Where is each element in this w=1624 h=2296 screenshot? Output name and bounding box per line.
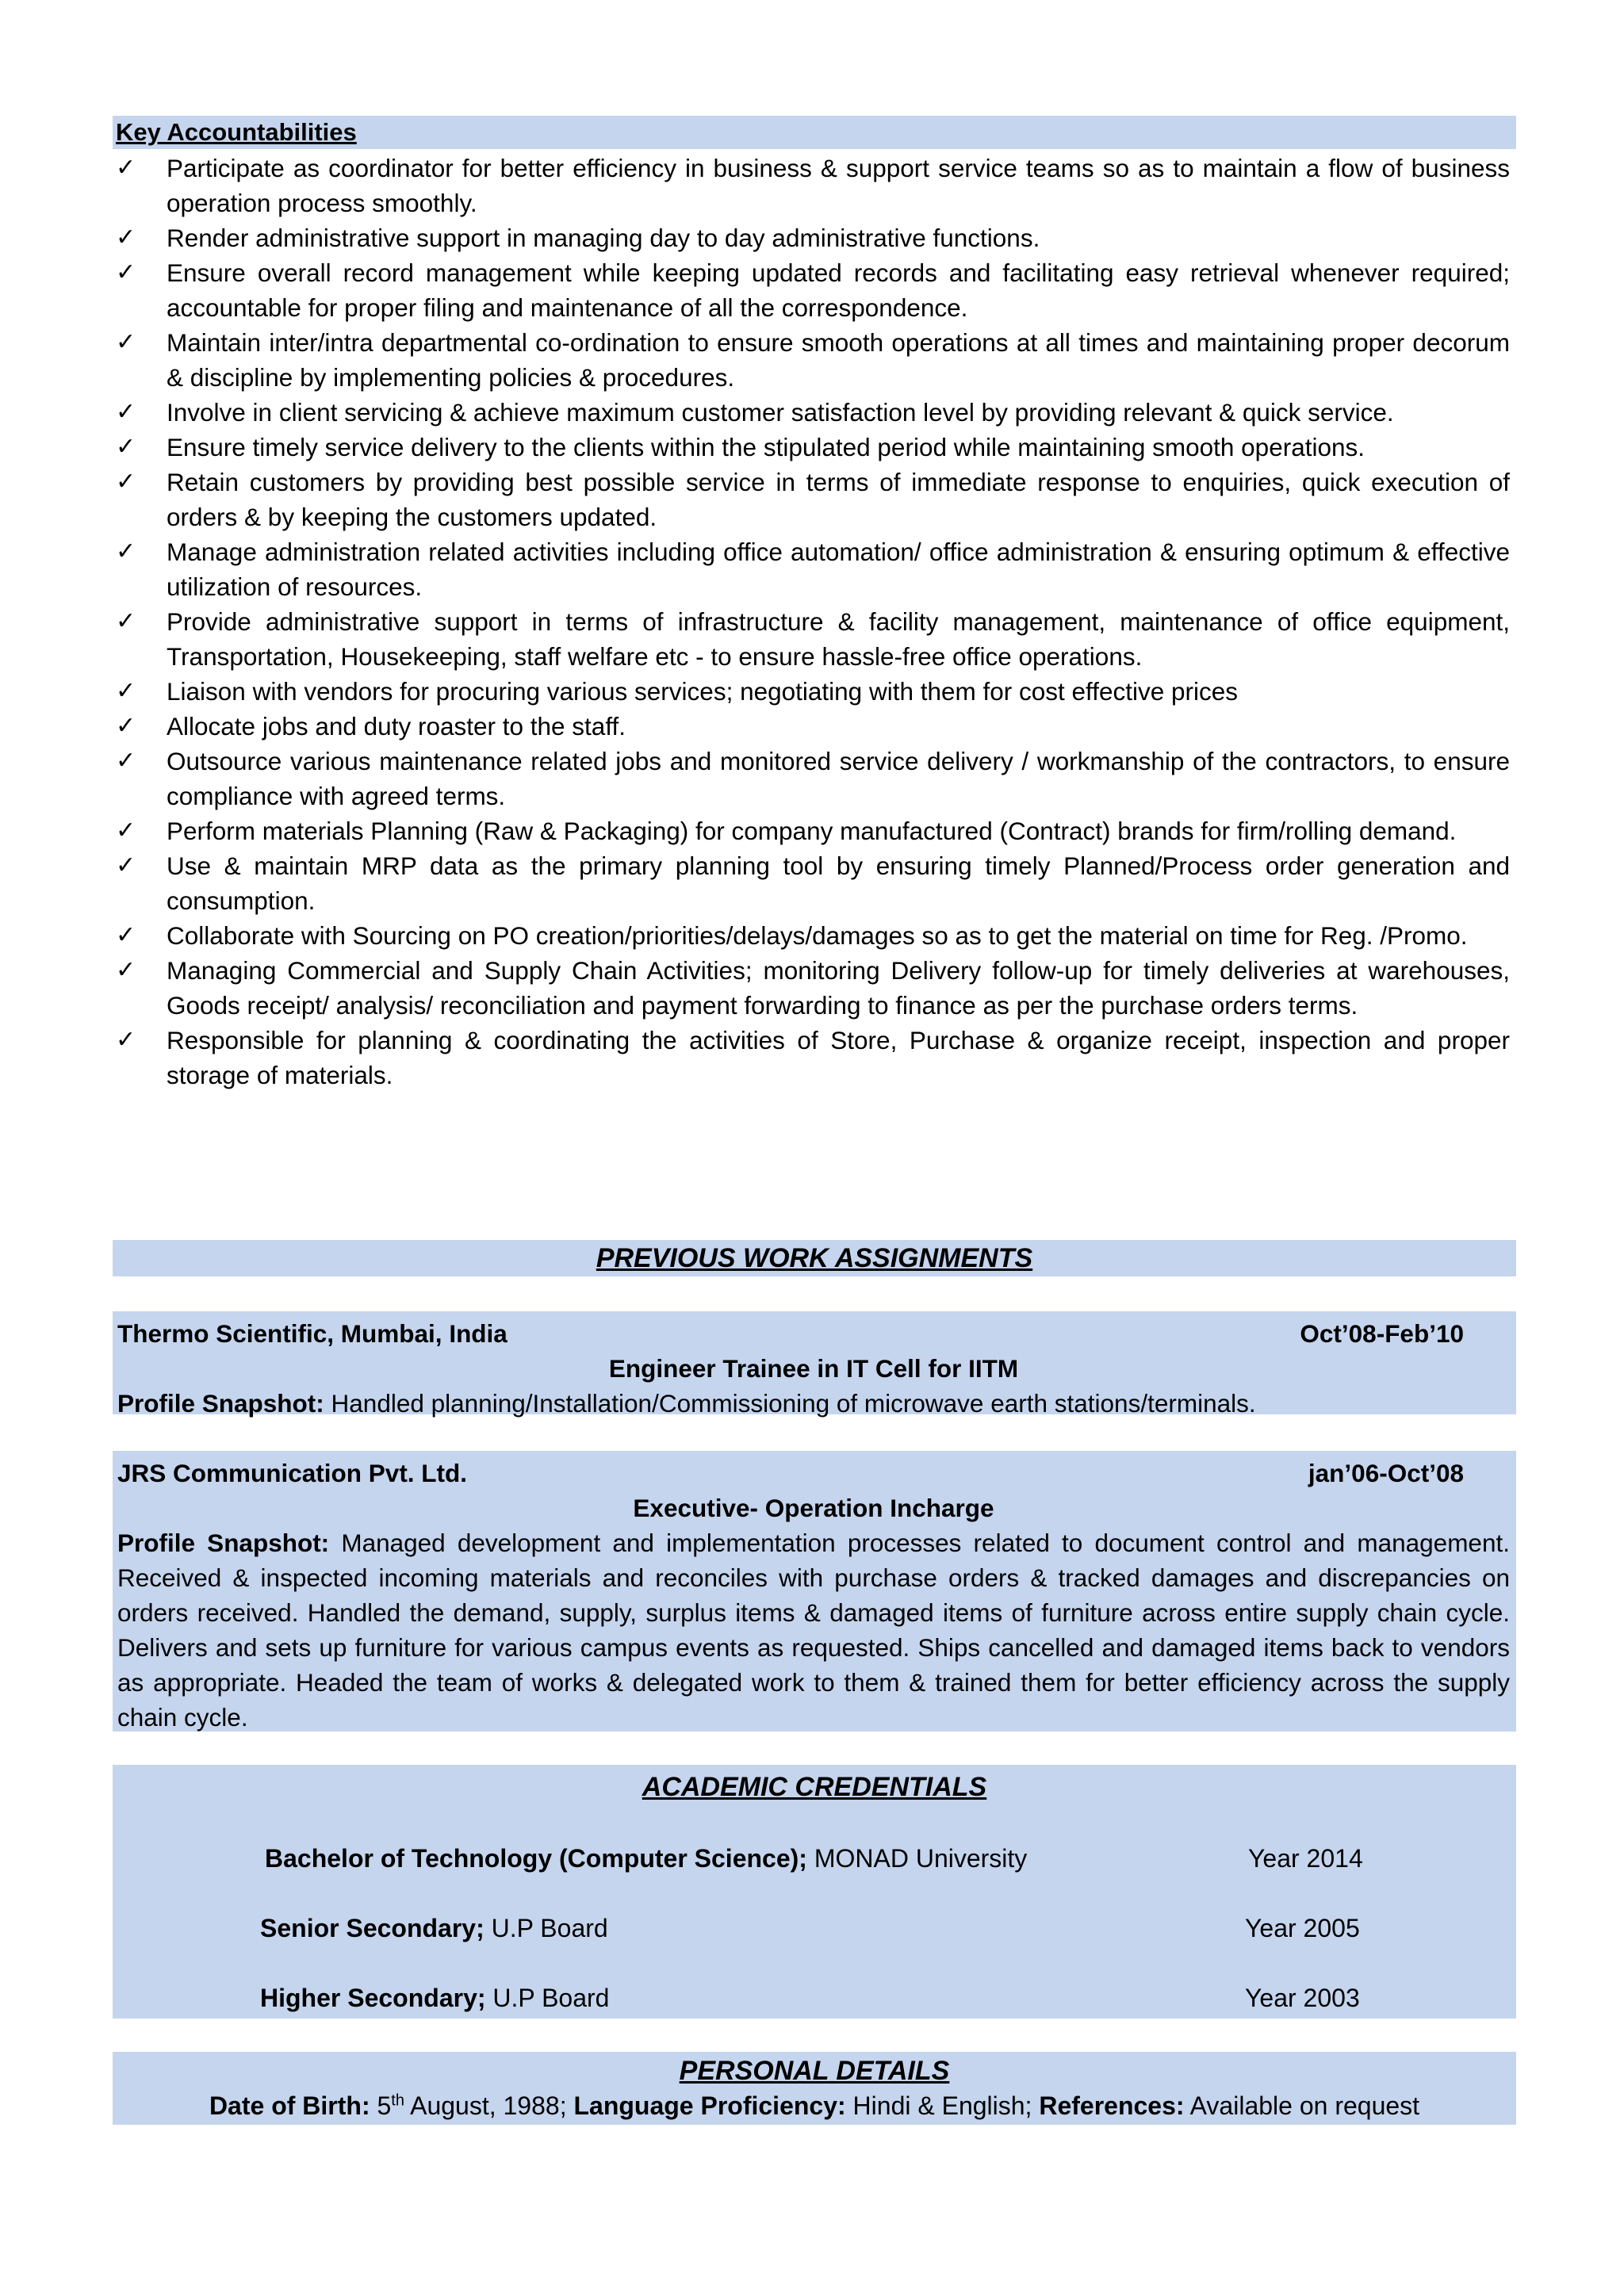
academic-row: Higher Secondary; U.P Board xyxy=(260,1984,610,2012)
job-snapshot: Profile Snapshot: Managed development and implementation processes related to document control and management. Received & inspected incoming materials and reconciles with purchase orders & tracked damages and discrepancies on orders received. Handled the demand, supply, surplus items & damaged items of furniture across entire supply chain cycle. Delivers and sets up furniture for various campus events as requested. Ships cancelled and damaged items back to vendors as appropriate. Headed the team of works & delegated work to them & trained them for better efficiency across the supply chain cycle. xyxy=(117,1529,1510,1732)
accountability-text: Perform materials Planning (Raw & Packaging) for company manufactured (Contract) brands for firm/rolling demand. xyxy=(167,817,1457,845)
accountability-item xyxy=(113,744,1510,813)
checkmark-icon: ✓ xyxy=(116,678,136,704)
academic-title: ACADEMIC CREDENTIALS xyxy=(642,1772,987,1802)
checkmark-icon: ✓ xyxy=(116,538,136,564)
accountability-text: Render administrative support in managing day to day administrative functions. xyxy=(167,224,1040,252)
key-accountabilities-heading: Key Accountabilities xyxy=(113,116,1516,149)
accountability-item xyxy=(113,465,1510,534)
accountability-item xyxy=(113,255,1510,325)
accountability-item xyxy=(113,813,1510,848)
checkmark-icon: ✓ xyxy=(116,469,136,495)
accountability-text: Allocate jobs and duty roaster to the staff. xyxy=(167,712,626,740)
accountability-item xyxy=(113,534,1510,604)
job-dates: jan’06-Oct’08 xyxy=(1308,1459,1464,1487)
checkmark-icon: ✓ xyxy=(116,155,136,181)
academic-year: Year 2003 xyxy=(1245,1984,1360,2012)
checkmark-icon: ✓ xyxy=(116,713,136,739)
accountability-item xyxy=(113,1023,1510,1093)
job-company: Thermo Scientific, Mumbai, India xyxy=(117,1319,508,1348)
accountability-item xyxy=(113,848,1510,918)
checkmark-icon: ✓ xyxy=(116,259,136,285)
accountability-text: Ensure timely service delivery to the clients within the stipulated period while maintaining smooth operations. xyxy=(167,433,1365,461)
personal-title: PERSONAL DETAILS xyxy=(679,2056,950,2086)
job-block-2 xyxy=(113,1451,1516,1732)
checkmark-icon: ✓ xyxy=(116,224,136,251)
accountability-item xyxy=(113,674,1510,709)
accountability-text: Retain customers by providing best possible service in terms of immediate response to enquiries, quick execution of orders & by keeping the customers updated. xyxy=(167,468,1510,531)
accountability-item xyxy=(113,220,1510,255)
accountability-text: Ensure overall record management while keeping updated records and facilitating easy retrieval whenever required; accountable for proper filing and maintenance of all the correspondence. xyxy=(167,258,1510,322)
accountability-item xyxy=(113,325,1510,395)
personal-details xyxy=(113,2052,1516,2125)
academic-year: Year 2014 xyxy=(1248,1844,1363,1873)
checkmark-icon: ✓ xyxy=(116,1027,136,1053)
accountability-text: Involve in client servicing & achieve maximum customer satisfaction level by providing relevant & quick service. xyxy=(167,398,1394,427)
accountability-item xyxy=(113,709,1510,744)
academic-year: Year 2005 xyxy=(1245,1914,1360,1942)
checkmark-icon: ✓ xyxy=(116,399,136,425)
job-block-1 xyxy=(113,1311,1516,1418)
accountability-text: Maintain inter/intra departmental co-ordination to ensure smooth operations at all times and maintaining proper decorum & discipline by implementing policies & procedures. xyxy=(167,328,1510,392)
job-role: Executive- Operation Incharge xyxy=(633,1494,994,1522)
accountability-text: Responsible for planning & coordinating the activities of Store, Purchase & organize receipt, inspection and proper storage of materials. xyxy=(167,1026,1510,1089)
job-company: JRS Communication Pvt. Ltd. xyxy=(117,1459,468,1487)
accountability-text: Outsource various maintenance related jobs and monitored service delivery / workmanship of the contractors, to ensure compliance with agreed terms. xyxy=(167,747,1510,810)
accountability-item xyxy=(113,430,1510,465)
accountability-item xyxy=(113,604,1510,674)
personal-line: Date of Birth: 5th August, 1988; Language Proficiency: Hindi & English; References: Available on request xyxy=(209,2091,1420,2120)
job-role: Engineer Trainee in IT Cell for IITM xyxy=(608,1354,1019,1383)
accountability-text: Liaison with vendors for procuring various services; negotiating with them for cost effective prices xyxy=(167,677,1239,706)
checkmark-icon: ✓ xyxy=(116,957,136,983)
accountability-item xyxy=(113,395,1510,430)
checkmark-icon: ✓ xyxy=(116,852,136,878)
academic-credentials xyxy=(113,1765,1516,2019)
accountability-item xyxy=(113,953,1510,1023)
academic-row: Senior Secondary; U.P Board xyxy=(260,1914,608,1942)
accountability-text: Participate as coordinator for better efficiency in business & support service teams so as to maintain a flow of business operation process smoothly. xyxy=(167,154,1510,217)
accountability-text: Manage administration related activities including office automation/ office administration & ensuring optimum & effective utilization of resources. xyxy=(167,538,1510,601)
accountability-text: Collaborate with Sourcing on PO creation/priorities/delays/damages so as to get the material on time for Reg. /Promo. xyxy=(167,921,1468,950)
accountability-item xyxy=(113,918,1510,953)
job-dates: Oct’08-Feb’10 xyxy=(1300,1319,1464,1348)
accountability-text: Managing Commercial and Supply Chain Activities; monitoring Delivery follow-up for timely deliveries at warehouses, Goods receipt/ analysis/ reconciliation and payment forwarding to finance as per the purchase orders terms. xyxy=(167,956,1510,1020)
accountability-text: Use & maintain MRP data as the primary planning tool by ensuring timely Planned/Process order generation and consumption. xyxy=(167,851,1510,915)
job-snapshot: Profile Snapshot: Handled planning/Installation/Commissioning of microwave earth stations/terminals. xyxy=(117,1389,1256,1418)
checkmark-icon: ✓ xyxy=(116,817,136,844)
checkmark-icon: ✓ xyxy=(116,608,136,634)
checkmark-icon: ✓ xyxy=(116,748,136,774)
checkmark-icon: ✓ xyxy=(116,434,136,460)
key-accountabilities-list xyxy=(113,151,1510,1093)
accountability-text: Provide administrative support in terms of infrastructure & facility management, maintenance of office equipment, Transportation, Housekeeping, staff welfare etc - to ensure hassle-free office operations. xyxy=(167,607,1510,671)
checkmark-icon: ✓ xyxy=(116,329,136,355)
previous-work-title: PREVIOUS WORK ASSIGNMENTS xyxy=(113,1240,1516,1276)
accountability-item xyxy=(113,151,1510,220)
academic-row: Bachelor of Technology (Computer Science); MONAD University xyxy=(265,1844,1028,1873)
checkmark-icon: ✓ xyxy=(116,922,136,948)
